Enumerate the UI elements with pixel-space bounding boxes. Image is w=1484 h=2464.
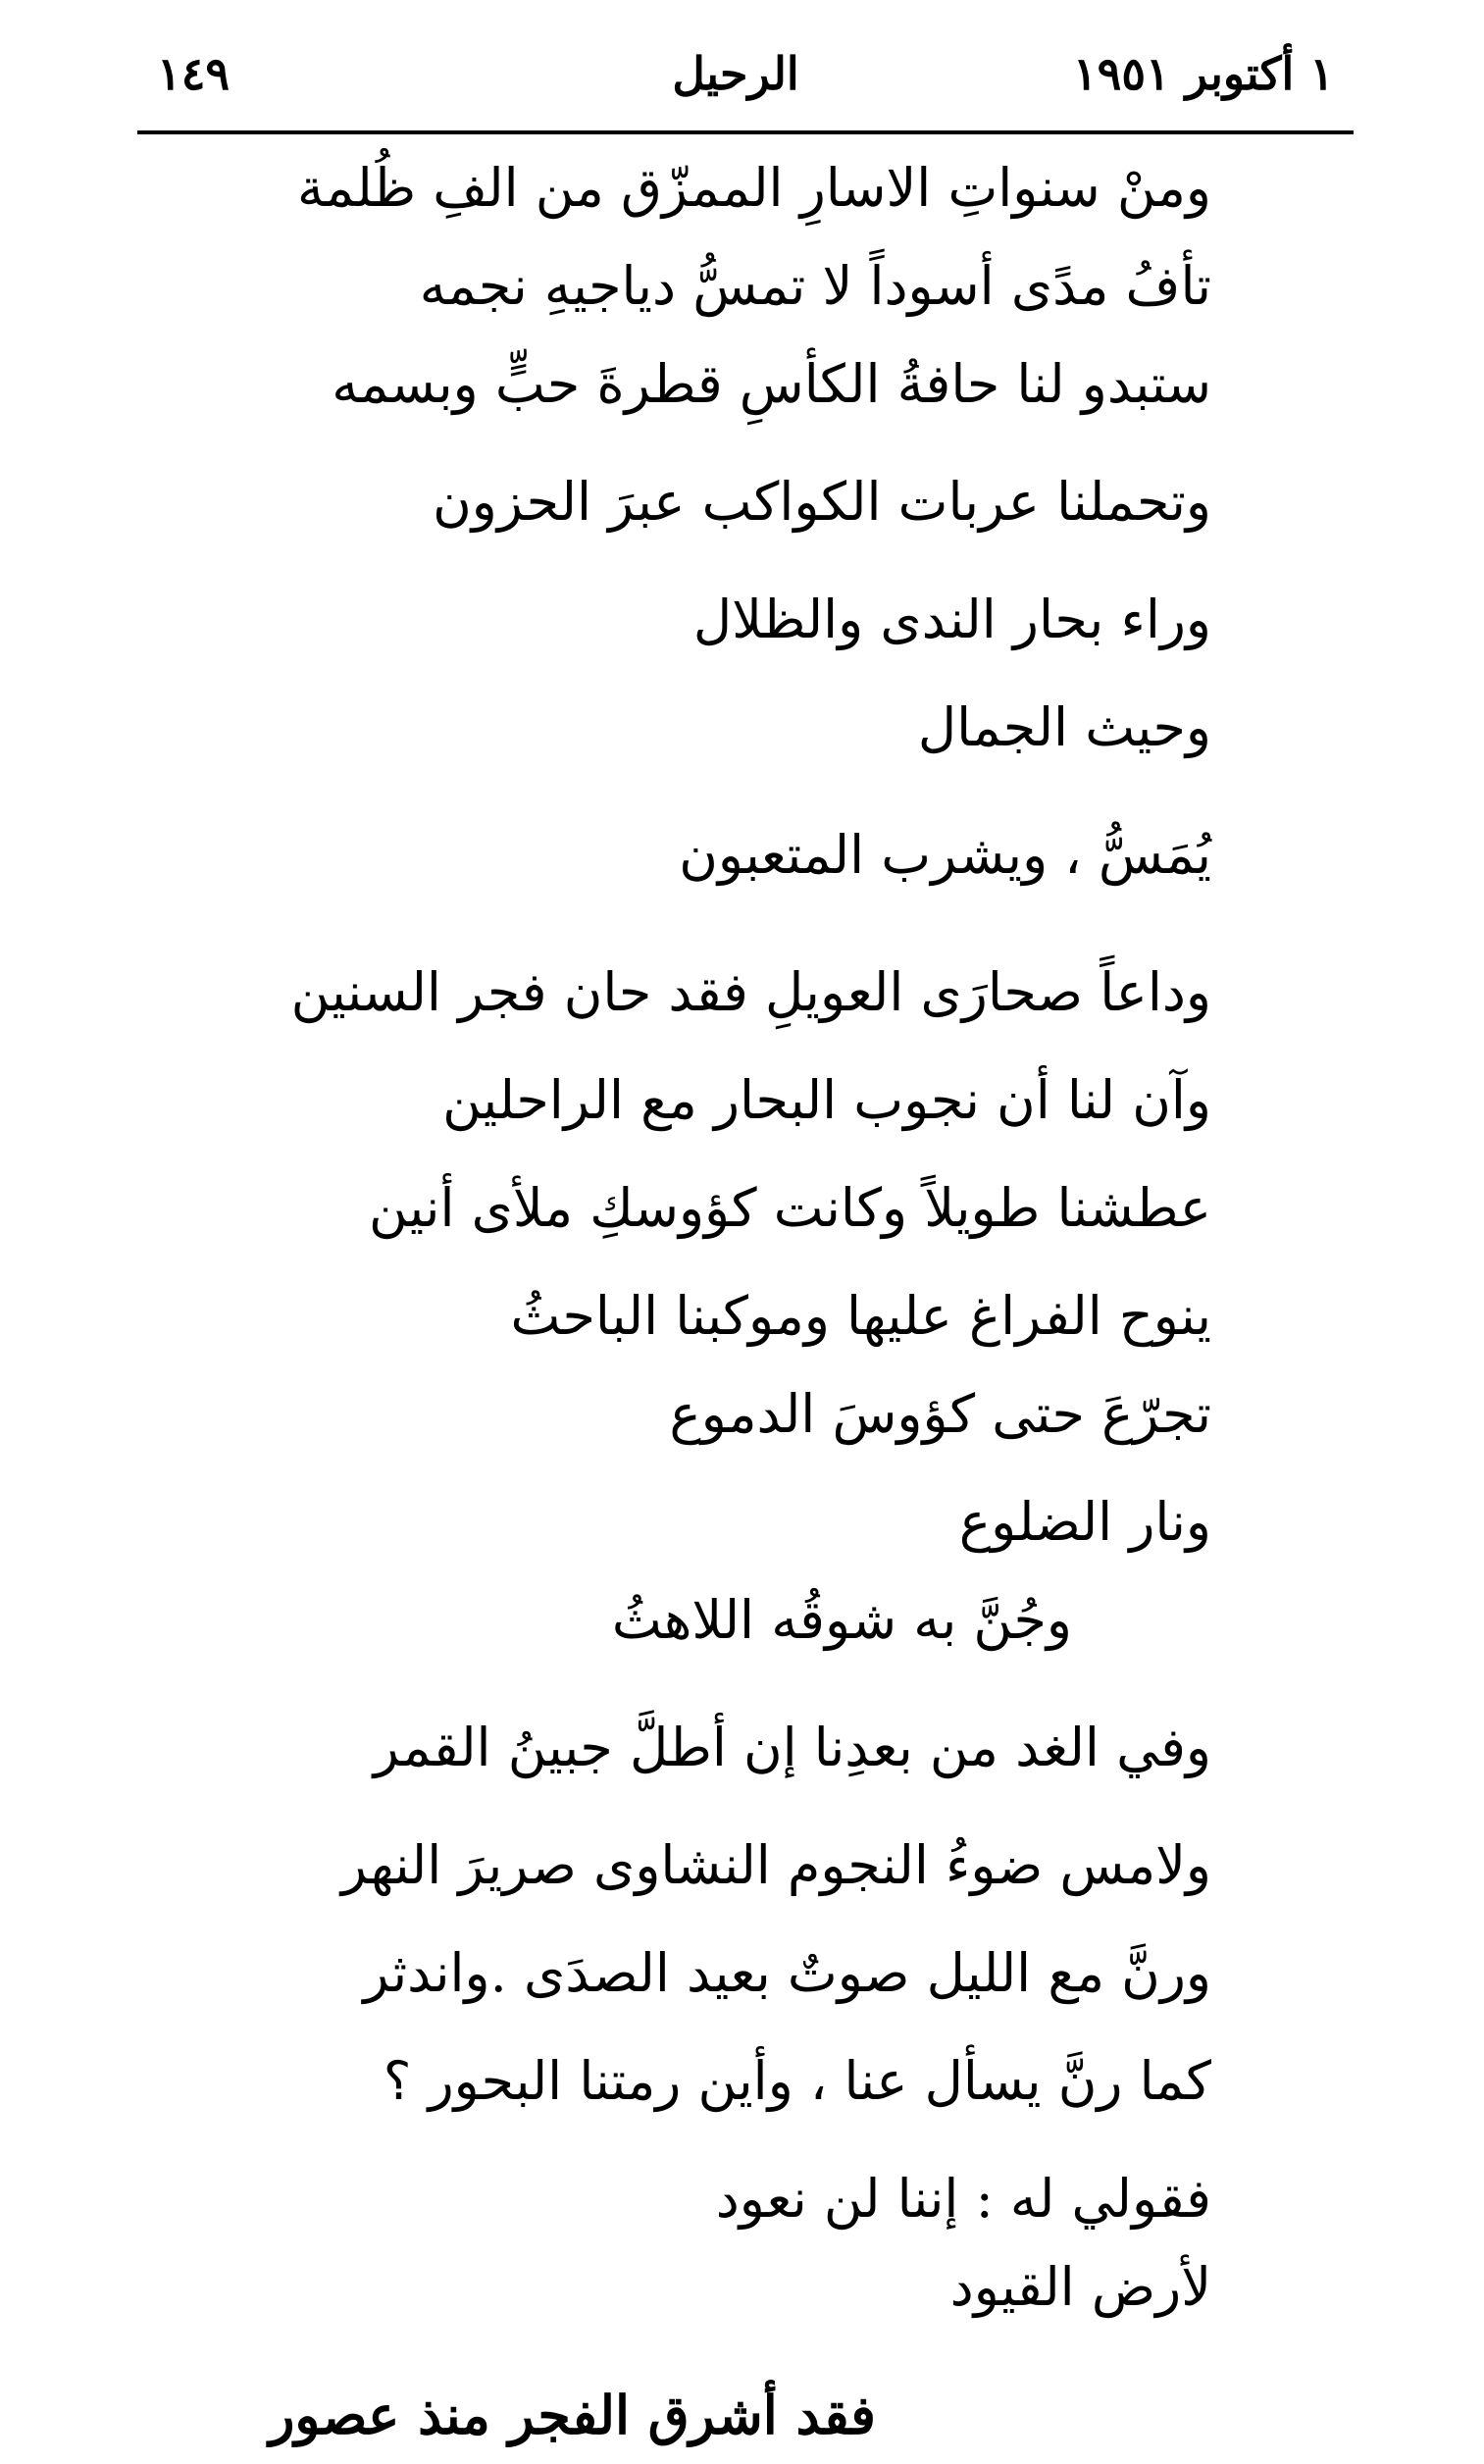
poem-line: وراء بحار الندى والظلال	[692, 589, 1211, 650]
poem-line: يُمَسُّ ، ويشرب المتعبون	[679, 824, 1211, 886]
header-title: الرحيل	[672, 47, 799, 100]
poem-line: ورنَّ مع الليل صوتٌ بعيد الصدَى .واندثر	[363, 1942, 1211, 2004]
poem-line: تجرّعَ حتى كؤوسَ الدموع	[669, 1383, 1211, 1445]
poem-line: ستبدو لنا حافةُ الكأسِ قطرةَ حبٍّ وبسمه	[332, 353, 1211, 415]
poem-line: ونار الضلوع	[958, 1491, 1211, 1553]
poem-line: فقد أشرق الفجر منذ عصور	[269, 2384, 876, 2446]
poem-line: فقولي له : إننا لن نعود	[715, 2168, 1211, 2230]
poem-line: ولامس ضوءُ النجوم النشاوى صريرَ النهر	[340, 1834, 1211, 1896]
header-date: ١ أكتوبر ١٩٥١	[1072, 47, 1334, 100]
page-number: ١٤٩	[157, 47, 230, 100]
poem-line: لأرض القيود	[949, 2256, 1211, 2318]
poem-line: كما رنَّ يسأل عنا ، وأين رمتنا البحور ؟	[383, 2050, 1211, 2112]
poem-line: وداعاً صحارَى العويلِ فقد حان فجر السنين	[290, 961, 1211, 1023]
poem-line: عطشنا طويلاً وكانت كؤوسكِ ملأى أنين	[369, 1177, 1211, 1239]
poem-line: وجُنَّ به شوقُه اللاهثُ	[611, 1589, 1072, 1651]
poem-line: ومنْ سنواتِ الاسارِ الممزّق من الفِ ظُلمة	[297, 157, 1211, 219]
poem-line: تأفُ مدًى أسوداً لا تمسُّ دياجيهِ نجمه	[419, 255, 1211, 317]
poem-line: وتحملنا عربات الكواكب عبرَ الحزون	[433, 471, 1211, 533]
poem-line: وفي الغد من بعدِنا إن أطلَّ جبينُ القمر	[373, 1717, 1211, 1778]
poem-line: ينوح الفراغ عليها وموكبنا الباحثُ	[510, 1285, 1211, 1347]
poem-line: وآن لنا أن نجوب البحار مع الراحلين	[442, 1069, 1211, 1131]
poem-line: وحيث الجمال	[917, 696, 1211, 758]
